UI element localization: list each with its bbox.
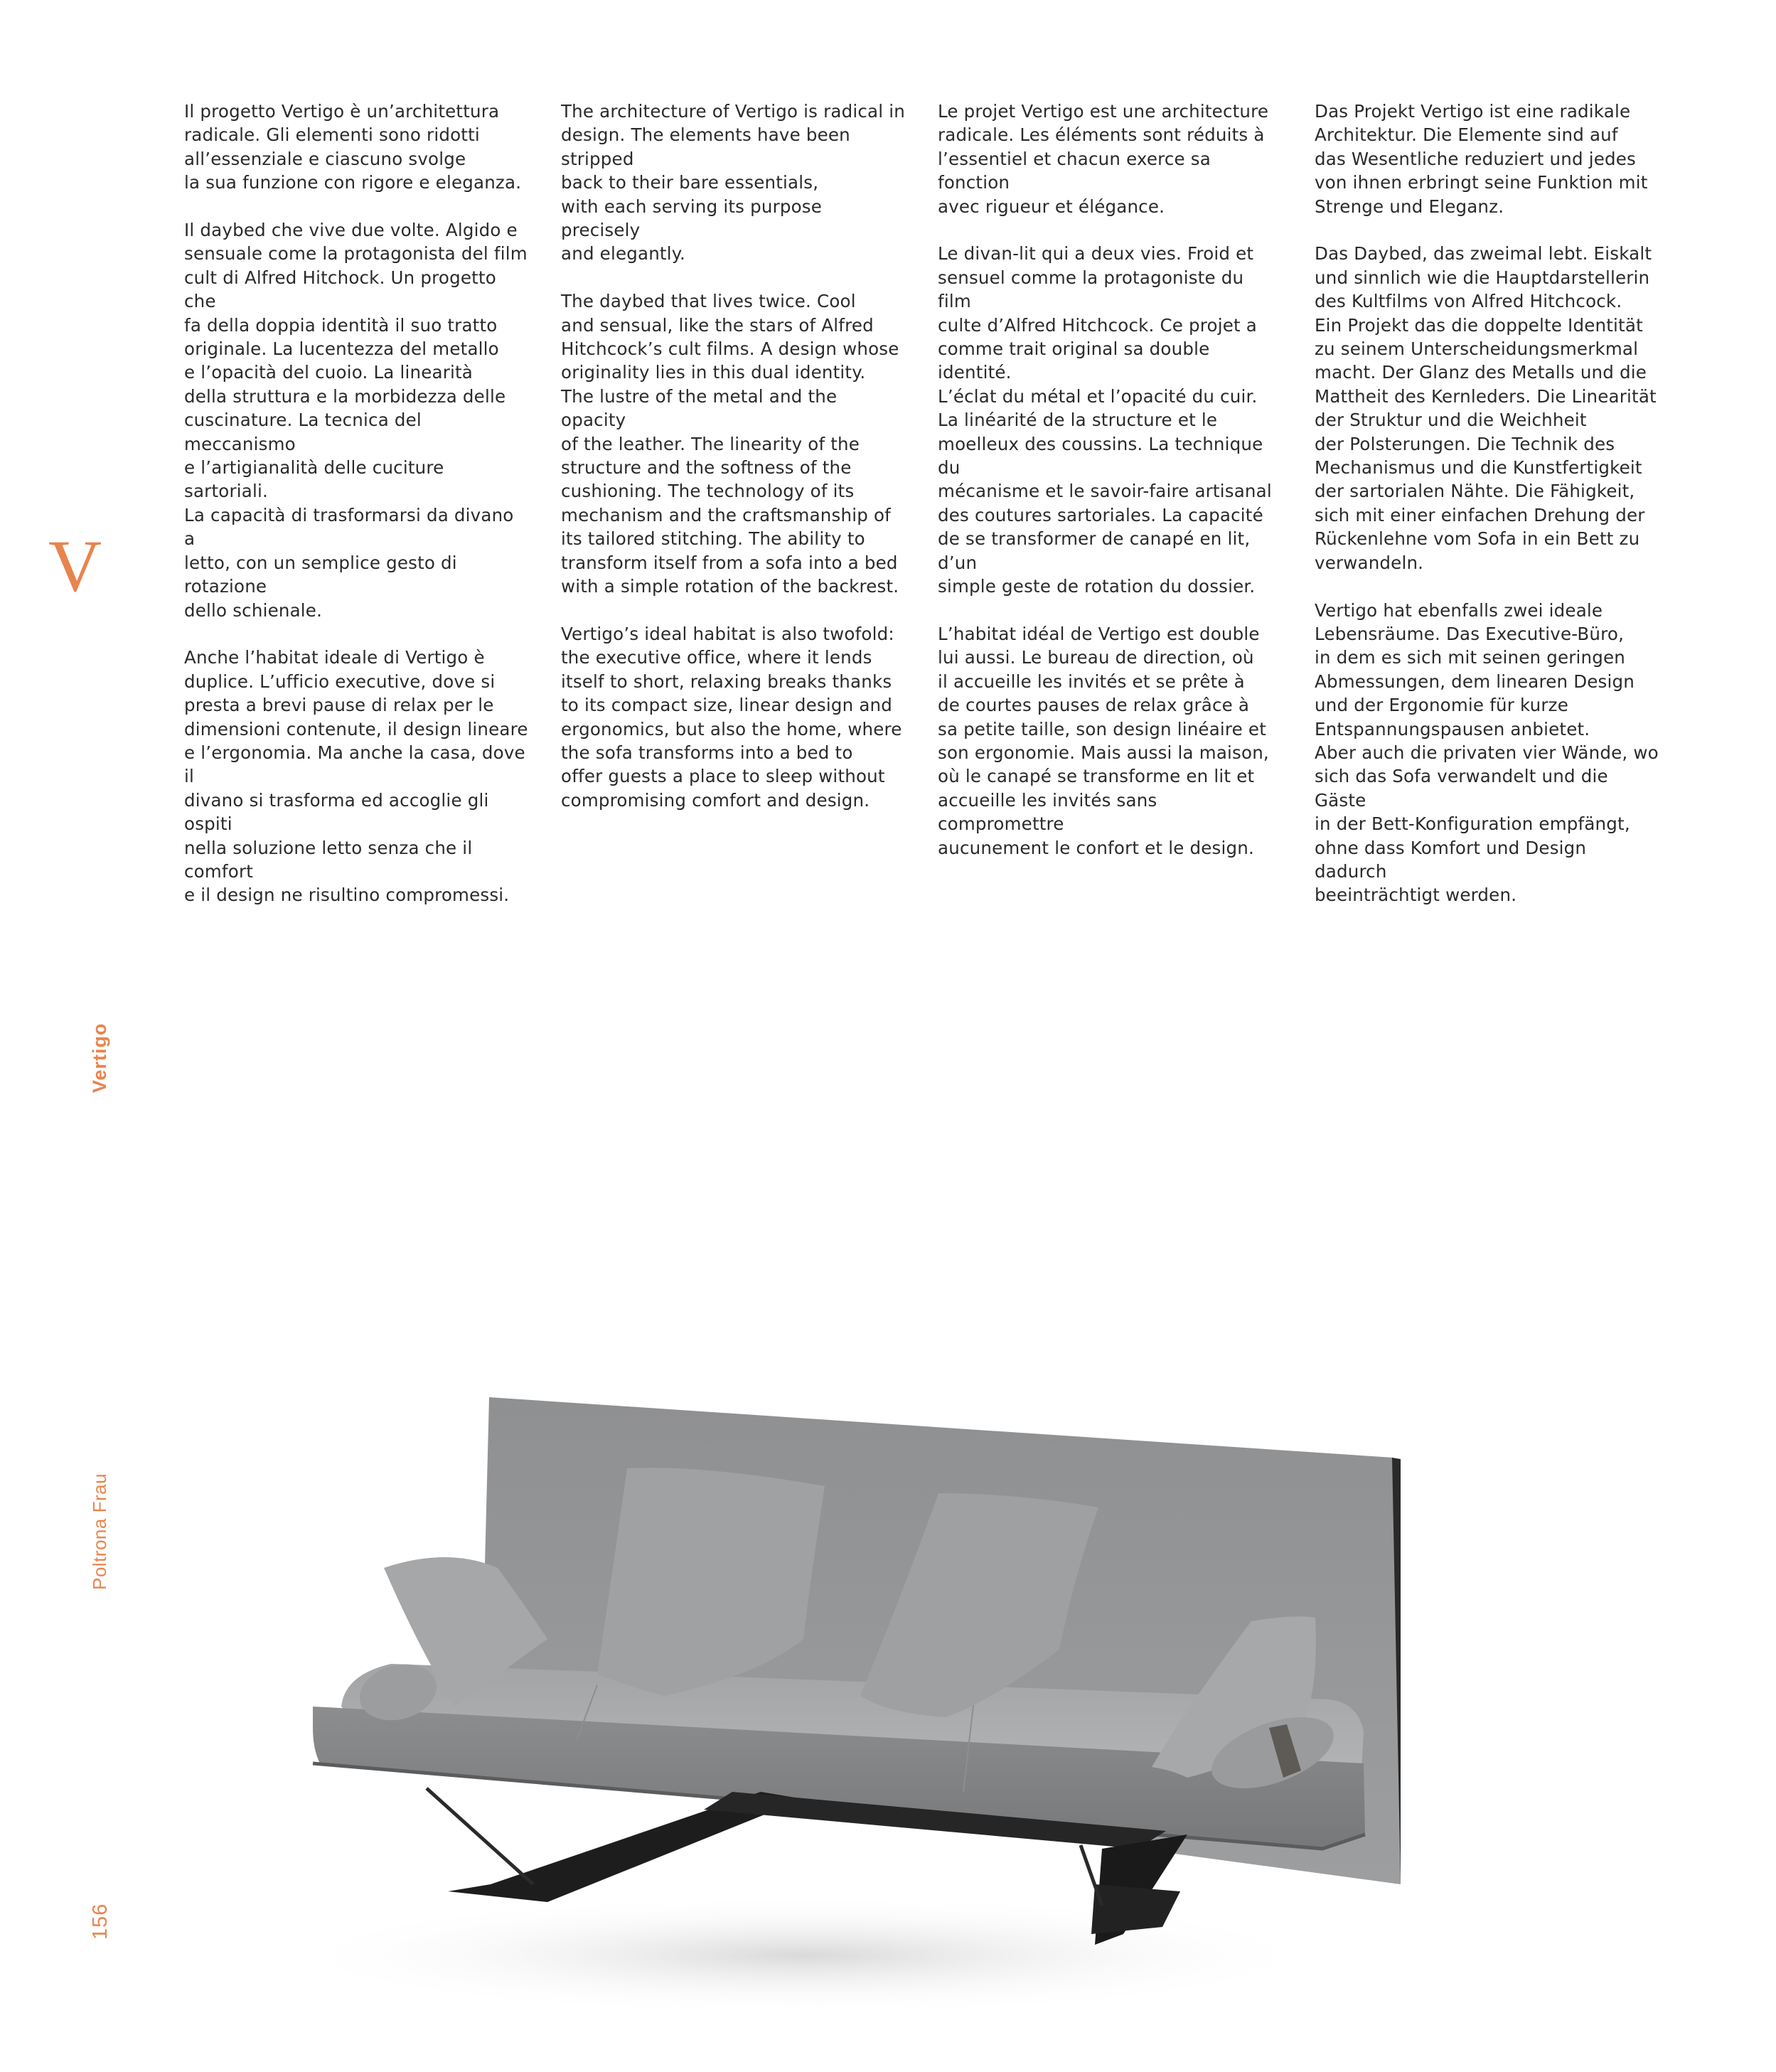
paragraph: Le projet Vertigo est une architecture radicale. Les éléments sont réduits à l’essentiel et chacun exerce sa fonction avec rigueur et élégance.	[938, 101, 1269, 217]
paragraph: Anche l’habitat ideale di Vertigo è duplice. L’ufficio executive, dove si presta a brevi pause di relax per le dimensioni contenute, il design lineare e l’ergonomia. Ma anche la casa, dove il divano si trasforma ed accoglie gli ospiti nella soluzione letto senza che il comfort e il design ne risultino compromessi.	[184, 647, 528, 906]
sofa-photo	[263, 1394, 1401, 2034]
paragraph: Il daybed che vive due volte. Algido e sensuale come la protagonista del film cult di Alfred Hitchock. Un progetto che fa della doppia identità il suo tratto originale. La lucentezza del metallo e l’opacità del cuoio. La linearità della struttura e la morbidezza delle cuscinature. La tecnica del meccanismo e l’artigianalità delle cuciture sartoriali. La capacità di trasformarsi da divano a letto, con un semplice gesto di rotazione dello schienale.	[184, 220, 528, 621]
paragraph: The daybed that lives twice. Cool and sensual, like the stars of Alfred Hitchcock’s cult films. A design whose originality lies in this dual identity. The lustre of the metal and the opacity of the leather. The linearity of the structure and the softness of the cushioning. The technology of its mechanism and the craftsmanship of its tailored stitching. The ability to transform itself from a sofa into a bed with a simple rotation of the backrest.	[561, 291, 899, 597]
column-english	[561, 100, 906, 836]
column-italian	[184, 100, 529, 931]
paragraph: Le divan-lit qui a deux vies. Froid et sensuel comme la protagoniste du film culte d’Alfred Hitchcock. Ce projet a comme trait original sa double identité. L’éclat du métal et l’opacité du cuir. La linéarité de la structure et le moelleux des coussins. La technique du mécanisme et le savoir-faire artisanal des coutures sartoriales. La capacité de se transformer de canapé en lit, d’un simple geste de rotation du dossier.	[938, 243, 1272, 597]
paragraph: L’habitat idéal de Vertigo est double lui aussi. Le bureau de direction, où il accueille les invités et se prête à de courtes pauses de relax grâce à sa petite taille, son design linéaire et son ergonomie. Mais aussi la maison, où le canapé se transforme en lit et accueille les invités sans compromettre aucunement le confort et le design.	[938, 623, 1269, 858]
paragraph: Il progetto Vertigo è un’architettura radicale. Gli elementi sono ridotti all’essenziale e ciascuno svolge la sua funzione con rigore e eleganza.	[184, 101, 522, 193]
column-french	[938, 100, 1283, 883]
page-number: 156	[89, 1903, 112, 1940]
section-label: Vertigo	[89, 1022, 110, 1093]
column-german	[1315, 100, 1659, 931]
paragraph: Das Projekt Vertigo ist eine radikale Architektur. Die Elemente sind auf das Wesentliche reduziert und jedes von ihnen erbringt seine Funktion mit Strenge und Eleganz.	[1315, 101, 1648, 217]
paragraph: Das Daybed, das zweimal lebt. Eiskalt und sinnlich wie die Hauptdarstellerin des Kultfilms von Alfred Hitchcock. Ein Projekt das die doppelte Identität zu seinem Unterscheidungsmerkmal macht. Der Glanz des Metalls und die Mattheit des Kernleders. Die Linearität der Struktur und die Weichheit der Polsterungen. Die Technik des Mechanismus und die Kunstfertigkeit der sartorialen Nähte. Die Fähigkeit, sich mit einer einfachen Drehung der Rückenlehne vom Sofa in ein Bett zu verwandeln.	[1315, 243, 1657, 573]
floor-shadow	[277, 1895, 1330, 2016]
brand-label: Poltrona Frau	[89, 1473, 110, 1590]
paragraph: Vertigo hat ebenfalls zwei ideale Lebensräume. Das Executive-Büro, in dem es sich mit seinen geringen Abmessungen, dem linearen Design und der Ergonomie für kurze Entspannungspausen anbietet. Aber auch die privaten vier Wände, wo sich das Sofa verwandelt und die Gäste in der Bett-Konfiguration empfängt, ohne dass Komfort und Design dadurch beeinträchtigt werden.	[1315, 599, 1659, 906]
paragraph: The architecture of Vertigo is radical in design. The elements have been stripped back to their bare essentials, with each serving its purpose precisely and elegantly.	[561, 101, 905, 265]
initial-letter: V	[48, 525, 102, 607]
paragraph: Vertigo’s ideal habitat is also twofold: the executive office, where it lends itself to short, relaxing breaks thanks to its compact size, linear design and ergonomics, but also the home, where the sofa transforms into a bed to offer guests a place to sleep without compromising comfort and design.	[561, 623, 902, 811]
